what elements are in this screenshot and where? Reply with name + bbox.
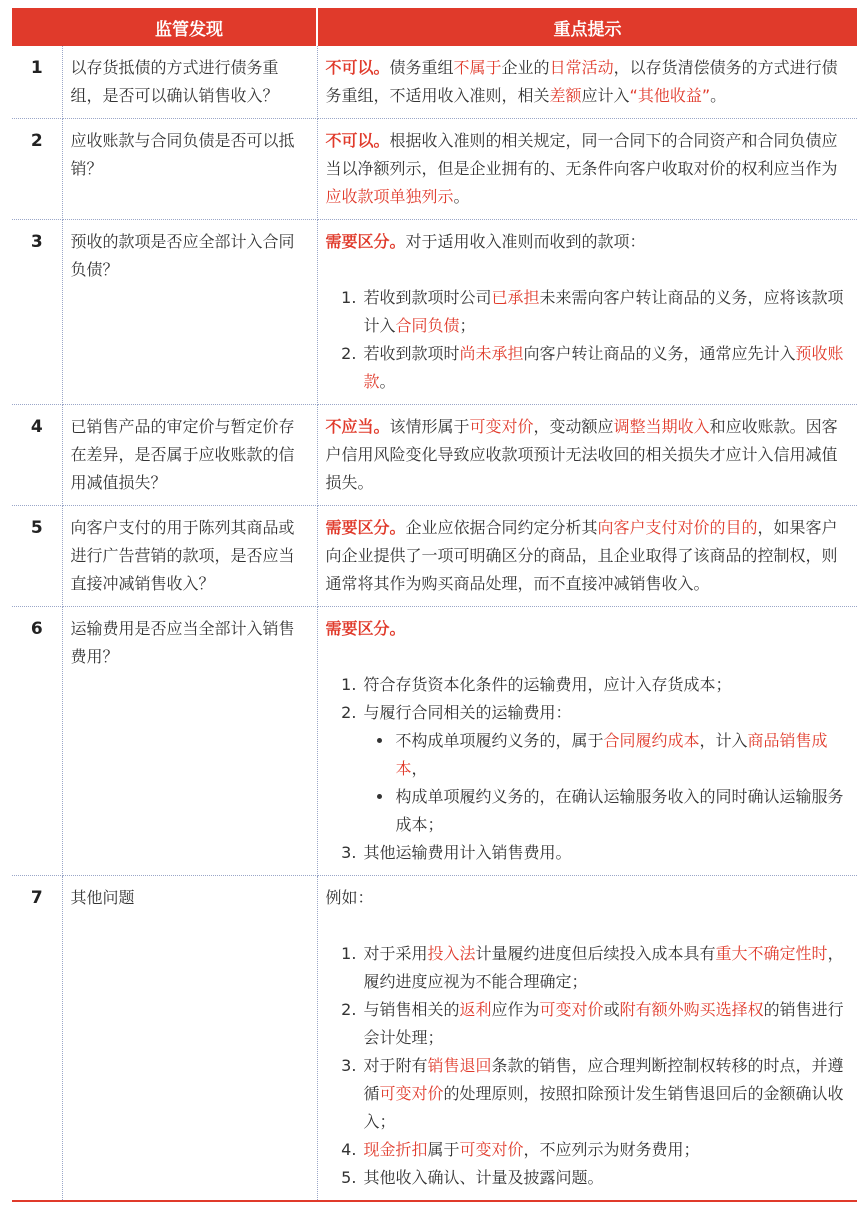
text-run: 企业的 xyxy=(501,58,550,77)
text-run: 对于采用 xyxy=(363,944,428,963)
text-run: 向客户转让商品的义务，通常应先计入 xyxy=(523,344,796,363)
sub-list xyxy=(364,727,848,839)
list-item: 3. 其他运输费用计入销售费用。 xyxy=(362,839,848,867)
row-number: 1 xyxy=(12,46,62,119)
table-row xyxy=(12,607,857,876)
finding-cell: 其他问题 xyxy=(62,876,317,1202)
highlight-text: 向客户支付对价的目的 xyxy=(597,518,758,537)
supervision-findings-table xyxy=(12,8,857,1202)
list-item: 2. 与履行合同相关的运输费用： • 不构成单项履约义务的，属于合同履约成本，计入商品销售成本， • 构成单项履约义务的，在确认运输服务收入的同时确认运输服务成本； xyxy=(362,699,848,839)
tip-paragraph xyxy=(326,413,848,497)
list-item xyxy=(362,284,848,340)
tip-cell xyxy=(317,405,857,506)
tip-paragraph xyxy=(326,54,848,110)
highlight-text: 调整当期收入 xyxy=(613,417,710,436)
highlight-text: 可变对价 xyxy=(469,417,534,436)
text-run: 计量履约进度但后续投入成本具有 xyxy=(475,944,716,963)
highlight-text: 差额 xyxy=(549,86,582,105)
text-run: 例如： xyxy=(325,888,374,907)
highlight-text: 可变对价 xyxy=(379,1084,444,1103)
finding-cell: 以存货抵债的方式进行债务重组，是否可以确认销售收入？ xyxy=(62,46,317,119)
tip-cell xyxy=(317,506,857,607)
tip-cell xyxy=(317,46,857,119)
highlight-text: 应收款项单独列示 xyxy=(325,187,454,206)
tip-cell xyxy=(317,876,857,1202)
text-run: 。 xyxy=(710,86,727,105)
table-row xyxy=(12,506,857,607)
highlight-text: 已承担 xyxy=(491,288,540,307)
row-number: 4 xyxy=(12,405,62,506)
verdict-label: 需要区分。 xyxy=(325,232,406,251)
text-run: 。 xyxy=(453,187,470,206)
highlight-text: 附有额外购买选择权 xyxy=(619,1000,764,1019)
text-run: ，计入 xyxy=(699,731,748,750)
table-header-row xyxy=(12,8,857,46)
text-run: 对于适用收入准则而收到的款项： xyxy=(405,232,646,251)
row-number: 7 xyxy=(12,876,62,1202)
table-row xyxy=(12,876,857,1202)
highlight-text: 现金折扣 xyxy=(363,1140,428,1159)
text-run: 和应收账款。因客户信用风险变化导致应收款项预计无法收回的相关损失才应计入信用减值损失。 xyxy=(325,417,838,492)
tip-paragraph xyxy=(326,127,848,211)
highlight-text: 合同负债 xyxy=(395,316,460,335)
header-number xyxy=(12,8,62,46)
table-body xyxy=(12,46,857,1201)
text-run: 企业应依据合同约定分析其 xyxy=(405,518,598,537)
finding-cell: 应收账款与合同负债是否可以抵销？ xyxy=(62,119,317,220)
text-run: 不构成单项履约义务的，属于 xyxy=(395,731,604,750)
text-run: 的销售进行会计处理； xyxy=(363,1000,844,1047)
text-run: 应计入 xyxy=(581,86,630,105)
text-run: ，变动额应 xyxy=(533,417,614,436)
tip-list xyxy=(326,284,848,396)
table-row xyxy=(12,405,857,506)
text-run: 属于 xyxy=(427,1140,460,1159)
text-run: ，如果客户向企业提供了一项可明确区分的商品，且企业取得了该商品的控制权，则通常将其作为购买商品处理，而不直接冲减销售收入。 xyxy=(325,518,838,593)
verdict-label: 不应当。 xyxy=(325,417,390,436)
verdict-label: 需要区分。 xyxy=(325,619,406,638)
tip-cell xyxy=(317,119,857,220)
tip-paragraph xyxy=(326,884,848,912)
highlight-text: 可变对价 xyxy=(539,1000,604,1019)
list-item: 1. 符合存货资本化条件的运输费用，应计入存货成本； xyxy=(362,671,848,699)
highlight-text: 不属于 xyxy=(453,58,502,77)
sub-list-item xyxy=(394,783,848,839)
text-run: ，履约进度应视为不能合理确定； xyxy=(363,944,844,991)
highlight-text: 尚未承担 xyxy=(459,344,524,363)
highlight-text: 投入法 xyxy=(427,944,476,963)
highlight-text: 预收账款 xyxy=(363,344,844,391)
text-run: 条款的销售，应合理判断控制权转移的时点，并遵循 xyxy=(363,1056,844,1103)
tip-paragraph xyxy=(326,514,848,598)
finding-cell: 预收的款项是否应全部计入合同负债？ xyxy=(62,220,317,405)
header-finding: 监管发现 xyxy=(62,8,317,46)
sub-list-item xyxy=(394,727,848,783)
table-row xyxy=(12,119,857,220)
text-run: 该情形属于 xyxy=(389,417,470,436)
text-run: 构成单项履约义务的，在确认运输服务收入的同时确认运输服务成本； xyxy=(395,787,844,834)
text-run: 的处理原则，按照扣除预计发生销售退回后的金额确认收入； xyxy=(363,1084,844,1131)
row-number: 2 xyxy=(12,119,62,220)
tip-paragraph xyxy=(326,228,848,256)
row-number: 5 xyxy=(12,506,62,607)
verdict-label: 不可以。 xyxy=(325,58,390,77)
tip-cell xyxy=(317,220,857,405)
text-run: ，不应列示为财务费用； xyxy=(523,1140,700,1159)
text-run: 若收到款项时公司 xyxy=(363,288,492,307)
text-run: 若收到款项时 xyxy=(363,344,460,363)
highlight-text: 返利 xyxy=(459,1000,492,1019)
row-number: 6 xyxy=(12,607,62,876)
list-item xyxy=(362,996,848,1052)
highlight-text: 销售退回 xyxy=(427,1056,492,1075)
verdict-label: 需要区分。 xyxy=(325,518,406,537)
table-row xyxy=(12,220,857,405)
highlight-text: 日常活动 xyxy=(549,58,614,77)
text-run: 其他收入确认、计量及披露问题。 xyxy=(363,1168,604,1187)
highlight-text: 商品销售成本 xyxy=(395,731,828,778)
finding-cell: 向客户支付的用于陈列其商品或进行广告营销的款项，是否应当直接冲减销售收入？ xyxy=(62,506,317,607)
highlight-text: 重大不确定性时 xyxy=(715,944,828,963)
finding-cell: 运输费用是否应当全部计入销售费用？ xyxy=(62,607,317,876)
text-run: 根据收入准则的相关规定，同一合同下的合同资产和合同负债应当以净额列示，但是企业拥有的、无条件向客户收取对价的权利应当作为 xyxy=(325,131,838,178)
tip-list xyxy=(326,671,848,867)
tip-list xyxy=(326,940,848,1192)
highlight-text: 可变对价 xyxy=(459,1140,524,1159)
text-run: 未来需向客户转让商品的义务，应将该款项计入 xyxy=(363,288,844,335)
list-item xyxy=(362,1164,848,1192)
list-item xyxy=(362,940,848,996)
list-item xyxy=(362,1052,848,1136)
finding-cell: 已销售产品的审定价与暂定价存在差异，是否属于应收账款的信用减值损失？ xyxy=(62,405,317,506)
tip-cell xyxy=(317,607,857,876)
text-run: ； xyxy=(459,316,476,335)
text-run: 应作为 xyxy=(491,1000,540,1019)
table-row xyxy=(12,46,857,119)
text-run: 。 xyxy=(379,372,396,391)
text-run: 对于附有 xyxy=(363,1056,428,1075)
list-item xyxy=(362,1136,848,1164)
text-run: 或 xyxy=(603,1000,620,1019)
header-key-tip: 重点提示 xyxy=(317,8,857,46)
list-item xyxy=(362,340,848,396)
row-number: 3 xyxy=(12,220,62,405)
text-run: 与销售相关的 xyxy=(363,1000,460,1019)
highlight-text: “其他收益” xyxy=(629,86,711,105)
highlight-text: 合同履约成本 xyxy=(603,731,700,750)
text-run: ，以存货清偿债务的方式进行债务重组，不适用收入准则，相关 xyxy=(325,58,838,105)
text-run: 债务重组 xyxy=(389,58,454,77)
text-run: ， xyxy=(411,759,428,778)
tip-paragraph xyxy=(326,615,848,643)
verdict-label: 不可以。 xyxy=(325,131,390,150)
